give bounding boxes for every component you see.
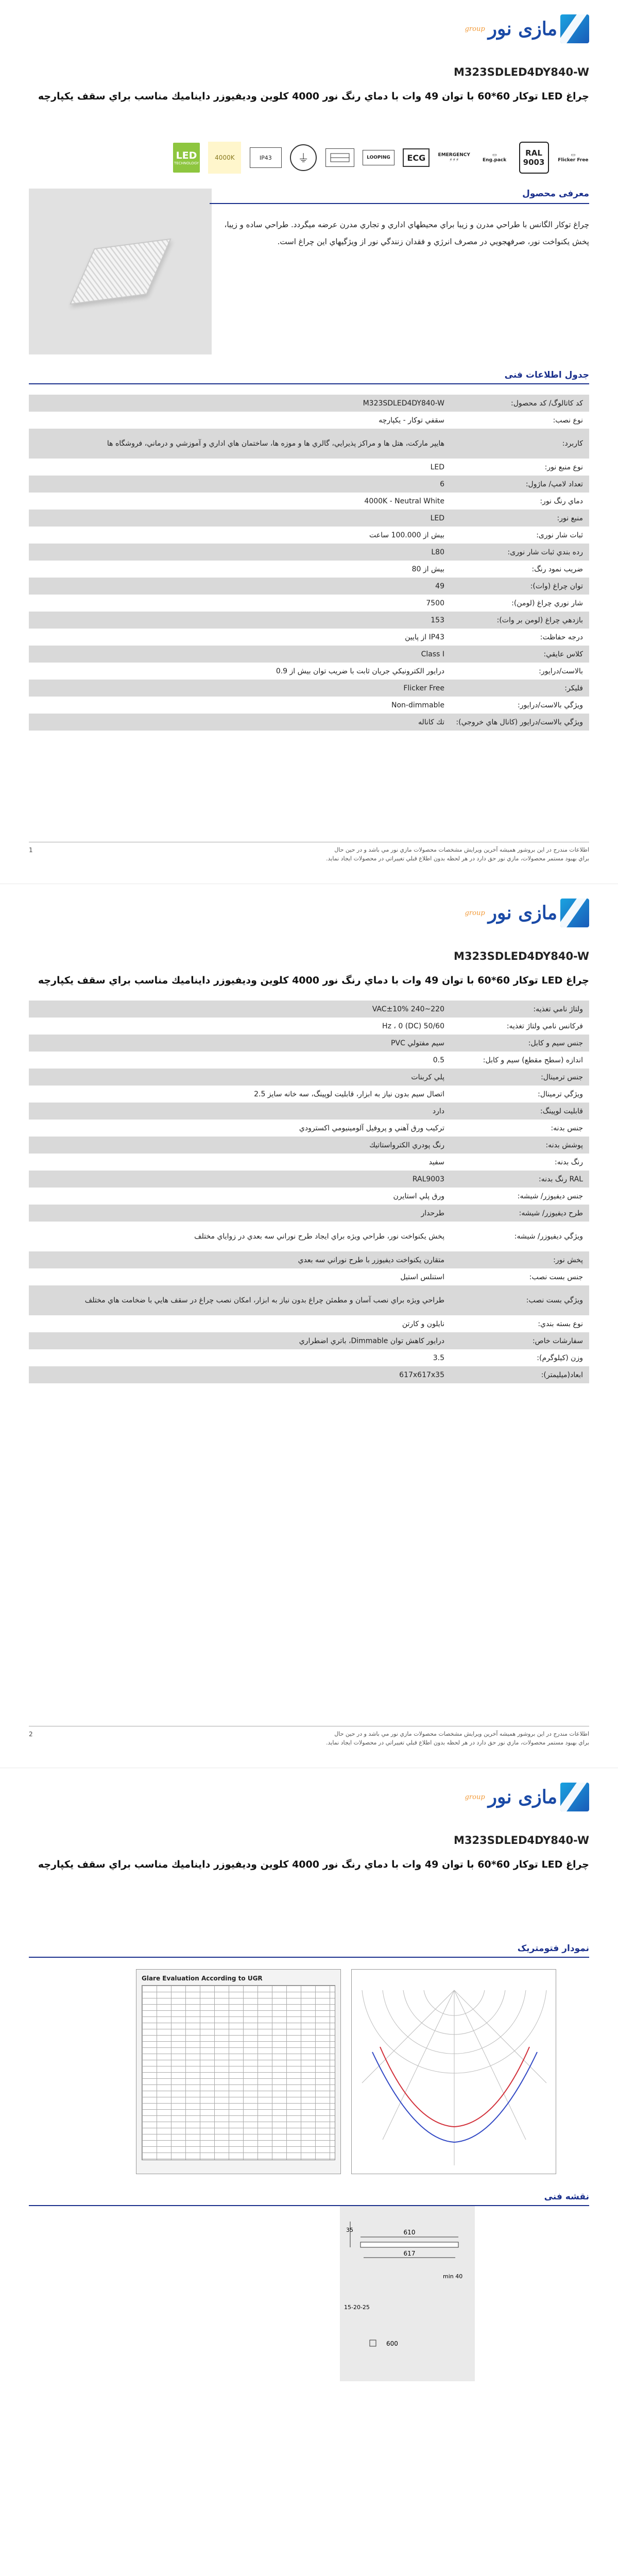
spec-key: تعداد لامپ/ ماژول: [525,480,583,488]
spec-key: اندازه (سطح مقطع) سيم و كابل: [483,1056,583,1064]
spec-value: درايور كاهش توان Dimmable، باتري اضطراري [299,1336,444,1345]
spec-row [29,1052,589,1069]
page-number: 1 [29,846,33,854]
spec-row [29,629,589,646]
spec-row [29,1035,589,1052]
spec-row [29,1251,589,1268]
spec-row [29,1366,589,1383]
emergency-badge: EMERGENCY ⚡⚡⚡ [438,152,470,163]
spec-key: ويژگي ترمينال: [538,1090,583,1098]
spec-value: 617x617x35 [399,1370,444,1379]
spec-key: جنس بست نصب: [529,1273,583,1281]
model-code: M323SDLED4DY840-W [454,1834,589,1846]
brand-mark-icon [560,1783,589,1811]
spec-key: جنس بدنه: [551,1124,583,1132]
spec-row [29,429,589,459]
spec-key: بالاست/درايور: [539,667,583,675]
intro-heading: معرفی محصول [210,189,589,204]
spec-value: M323SDLED4DY840-W [363,399,444,408]
spec-key: رنگ بدنه: [554,1158,583,1166]
spec-row [29,1154,589,1171]
cct-badge: 4000K [208,142,241,174]
spec-row [29,527,589,544]
spec-row [29,395,589,412]
spec-key: رده بندي ثبات شار نوری: [507,548,583,556]
spec-value: سقفي توكار - يكپارچه [379,416,444,425]
photometric-heading: نمودار فتومتريک [29,1943,589,1958]
spec-key: نوع منبع نور: [544,463,583,471]
feature-badges [173,137,589,178]
spec-key: نوع بسته بندي: [538,1319,583,1328]
product-title: چراغ LED توكار 60*60 با توان 49 وات با دماي رنگ نور 4000 كلوين ودیفیوزر دایناميك مناسب براي سقف يكپارچه [38,91,589,102]
spec-value: اتصال سيم بدون نياز به ابزار، قابليت لوپينگ، سه خانه سايز 2.5 [254,1090,444,1098]
spec-row [29,1137,589,1154]
spec-key: قابليت لوپينگ: [540,1107,583,1115]
spec-key: وزن (كيلوگرم): [537,1353,583,1362]
spec-key: پوشش بدنه: [545,1141,583,1149]
brand-name: مازی نور [488,1786,557,1808]
spec-row [29,459,589,476]
spec-row [29,1332,589,1349]
brand-sub: group [465,25,485,33]
spec-key: ابعاد(ميليمتر): [541,1370,583,1379]
glare-table-image [136,1969,341,2174]
spec-value: رنگ پودري الكترواستاتيك [369,1141,444,1149]
spec-row [29,697,589,714]
footer-line-1: اطلاعات مندرج در اين بروشور هميشه آخرين ويرايش مشخصات محصولات مازي نور مي باشد و در حين حال [334,846,589,853]
spec-row [29,1069,589,1086]
spec-value: بیش از 100.000 ساعت [369,531,444,539]
spec-key: كاربرد: [562,439,583,448]
spec-key: جنس سيم و كابل: [528,1039,583,1047]
spec-row [29,1285,589,1315]
spec-key: ولتاژ نامي تغذيه: [533,1005,583,1013]
page-1 [0,0,618,884]
spec-value: RAL9003 [412,1175,444,1183]
spec-value: سفيد [428,1158,444,1166]
spec-row [29,646,589,663]
page-2 [0,884,618,1768]
brand-mark-icon [560,14,589,43]
spec-key: فليكر: [564,684,583,692]
product-title: چراغ LED توكار 60*60 با توان 49 وات با دماي رنگ نور 4000 كلوين ودیفیوزر دایناميك مناسب براي سقف يكپارچه [38,1859,589,1870]
spec-row [29,612,589,629]
spec-row [29,1349,589,1366]
spec-row [29,714,589,731]
spec-value: نايلون و كارتن [402,1319,444,1328]
spec-value: پلي كربنات [411,1073,444,1081]
spec-key: طرح ديفيوزر/ شيشه: [519,1209,583,1217]
dim-617: 617 [403,2250,416,2257]
led-badge: LED TECHNOLOGY [173,143,200,173]
spec-key: فركانس نامي ولتاژ تغذيه: [506,1022,583,1030]
earth-icon: ⏚ [290,144,317,171]
spec-key: سفارشات خاص: [532,1336,583,1345]
spec-heading: جدول اطلاعات فنی [29,370,589,384]
brand-mark-icon [560,899,589,927]
spec-value: متقارن يكنواخت ديفيوزر با طرح نوراني سه بعدي [298,1256,444,1264]
spec-row [29,476,589,493]
spec-key: نوع نصب: [553,416,583,425]
spec-key: بازدهي چراغ (لومن بر وات): [496,616,583,624]
spec-value: Non-dimmable [391,701,444,709]
spec-key: ويژگي بالاست/درايور: [518,701,583,709]
brand-name: مازی نور [488,18,557,40]
ral-badge: RAL 9003 [519,142,549,174]
spec-key: منبع نور: [557,514,583,522]
spec-value: 6 [440,480,444,488]
brand-sub: group [465,909,485,917]
dim-min40: min 40 [443,2273,463,2280]
spec-value: 49 [435,582,444,590]
spec-value: طرحدار [421,1209,444,1217]
spec-value: 220~240 VAC±10% [372,1005,444,1013]
spec-row [29,510,589,527]
ip-badge: IP43 [250,147,282,168]
dim-15-20-25: 15-20-25 [344,2304,370,2311]
spec-table-1 [29,395,589,731]
class-icon [325,148,354,167]
model-code: M323SDLED4DY840-W [454,66,589,78]
ecg-badge: ECG [403,148,430,167]
spec-value: 0.5 [433,1056,444,1064]
spec-key: كلاس عايقي: [543,650,583,658]
spec-row [29,1188,589,1205]
spec-value: Class I [421,650,444,658]
footer [29,1726,589,1747]
spec-row [29,1222,589,1251]
spec-value: دارد [432,1107,444,1115]
spec-value: بيش از 80 [411,565,444,573]
spec-row [29,578,589,595]
model-code: M323SDLED4DY840-W [454,950,589,962]
spec-key: ويژگي بالاست/درايور (كانال هاي خروجي): [456,718,583,726]
spec-value: IP43 از پايين [405,633,444,641]
spec-value: LED [430,463,444,471]
spec-key: ويژگي بست نصب: [526,1296,583,1304]
spec-value: تك كاناله [418,718,444,726]
spec-value: تركيب ورق آهني و پروفيل آلومينيومي اكسترودي [299,1124,444,1132]
spec-value: 4000K - Neutral White [364,497,444,505]
spec-row [29,1120,589,1137]
page-number: 2 [29,1731,33,1738]
spec-key: كد كاتالوگ/ كد محصول: [510,399,583,408]
footer-line-2: براي بهبود مستمر محصولات، مازي نور حق دارد در هر لحظه بدون اطلاع قبلي تغييراتي در محصولات ايجاد نمايد. [326,1739,589,1746]
brand-logo [465,14,589,43]
spec-key: RAL رنگ بدنه: [539,1175,583,1183]
page-3 [0,1768,618,2576]
brand-sub: group [465,1793,485,1801]
spec-value: استنلس استيل [400,1273,444,1281]
spec-key: شار نوري چراغ (لومن): [511,599,583,607]
footer [29,842,589,863]
spec-row [29,1171,589,1188]
spec-value: ورق پلي استايرن [393,1192,444,1200]
spec-row [29,680,589,697]
spec-value: Flicker Free [403,684,444,692]
spec-row [29,1001,589,1018]
intro-text: چراغ توكار الگانس با طراحي مدرن و زيبا براي محيطهاي اداري و تجاري مدرن عرضه ميگردد. طراحي ساده و زيبا، پخش يكنواخت نور، صرفهجويي در مصرف انرژي و فقدان زنندگي نور از ويژگيهاي اين چراغ است. [224,220,589,246]
spec-value: سيم مفتولي PVC [391,1039,444,1047]
looping-badge: LOOPING [363,150,394,165]
spec-row [29,1205,589,1222]
product-photo [29,189,212,354]
spec-value: LED [430,514,444,522]
brand-logo [465,899,589,927]
spec-value: درايور الكترونيكي جريان ثابت با ضريب توان بيش از 0.9 [276,667,444,675]
eng-pack-badge: ▭ Eng.pack [482,152,507,163]
spec-value: 3.5 [433,1353,444,1362]
spec-value: 153 [431,616,444,624]
footer-line-1: اطلاعات مندرج در اين بروشور هميشه آخرين ويرايش مشخصات محصولات مازي نور مي باشد و در حين حال [334,1731,589,1737]
spec-key: ويژگي ديفيوزر/ شيشه: [514,1232,583,1241]
spec-key: ثبات شار نوری: [536,531,583,539]
spec-key: ضريب نمود رنگ: [531,565,583,573]
dim-35: 35 [346,2227,353,2233]
spec-table-2 [29,1001,589,1383]
spec-row [29,544,589,561]
polar-diagram-image [351,1969,556,2174]
spec-row [29,1103,589,1120]
spec-key: جنس ديفيوزر/ شيشه: [517,1192,583,1200]
spec-row [29,663,589,680]
brand-logo [465,1783,589,1811]
glare-title: Glare Evaluation According to UGR [142,1975,263,1982]
spec-row [29,595,589,612]
spec-row [29,1315,589,1332]
spec-row [29,1086,589,1103]
spec-value: L80 [431,548,444,556]
spec-row [29,412,589,429]
spec-row [29,561,589,578]
spec-key: پخش نور: [553,1256,583,1264]
flicker-badge: ▭ Flicker Free [558,152,589,163]
spec-key: توان چراغ (وات): [530,582,583,590]
spec-value: 50/60 Hz ، 0 (DC) [382,1022,444,1030]
dim-610: 610 [403,2229,416,2236]
product-title: چراغ LED توكار 60*60 با توان 49 وات با دماي رنگ نور 4000 كلوين ودیفیوزر دایناميك مناسب براي سقف يكپارچه [38,975,589,986]
spec-key: دماي رنگ نور: [540,497,583,505]
footer-line-2: براي بهبود مستمر محصولات، مازي نور حق دارد در هر لحظه بدون اطلاع قبلي تغييراتي در محصولات ايجاد نمايد. [326,855,589,862]
drawing-heading: نقشه فنی [29,2192,589,2206]
spec-value: پخش يكنواخت نور، طراحي ويژه براي ايجاد طرح نوراني سه بعدي در زواياي مختلف [194,1232,444,1241]
dim-600: 600 [386,2340,398,2347]
spec-key: درجه حفاظت: [540,633,583,641]
technical-drawing [340,2206,475,2381]
brand-name: مازی نور [488,902,557,924]
spec-value: طراحي ويژه براي نصب آسان و مطمئن چراغ بدون نياز به ابزار، امكان نصب چراغ در سقف هايي با ضخامت هاي مختلف [84,1296,444,1304]
spec-row [29,1268,589,1285]
spec-row [29,1018,589,1035]
spec-row [29,493,589,510]
spec-value: 7500 [426,599,444,607]
spec-key: جنس ترمينال: [541,1073,583,1081]
spec-value: هايپر ماركت، هتل ها و مراكز پذيرايي، گالري ها و موزه ها، ساختمان هاي اداري و آموزشي و درماني، فروشگاه ها [107,439,444,448]
